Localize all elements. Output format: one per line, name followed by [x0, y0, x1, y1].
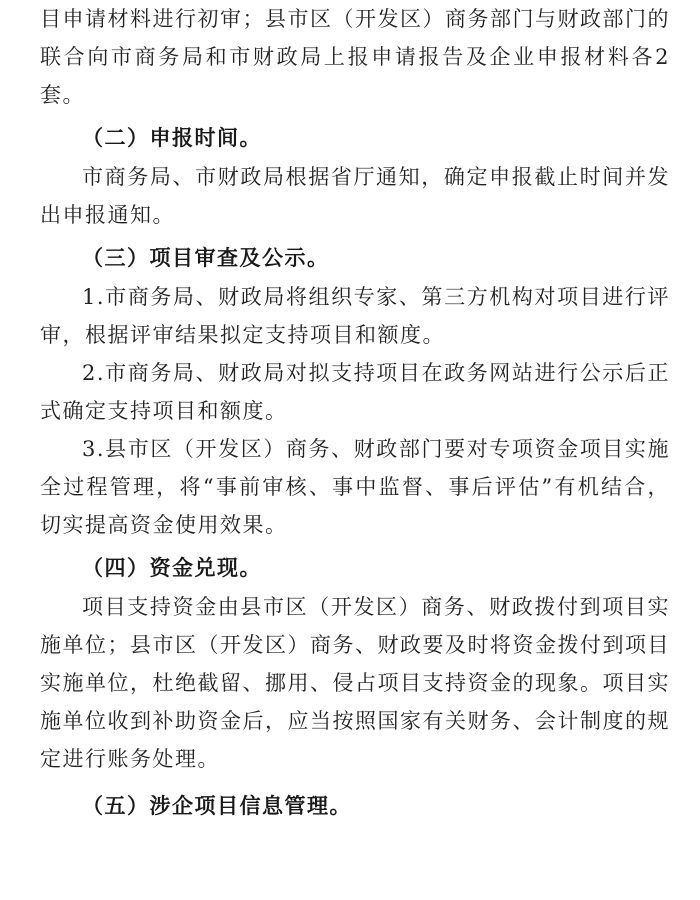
paragraph-review-item-2: 2.市商务局、财政局对拟支持项目在政务网站进行公示后正式确定支持项目和额度。 — [40, 361, 670, 423]
paragraph-review-item-3: 3.县市区（开发区）商务、财政部门要对专项资金项目实施全过程管理，将“事前审核、事中监督、事后评估”有机结合，切实提高资金使用效果。 — [40, 437, 670, 537]
paragraph-review-item-1: 1.市商务局、财政局将组织专家、第三方机构对项目进行评审，根据评审结果拟定支持项目和额度。 — [40, 285, 670, 347]
heading-fund-disbursement: （四）资金兑现。 — [82, 556, 262, 580]
paragraph-application-intro: 目申请材料进行初审；县市区（开发区）商务部门与财政部门的联合向市商务局和市财政局上报申请报告及企业申报材料各2套。 — [40, 7, 670, 107]
heading-project-info-management: （五）涉企项目信息管理。 — [82, 794, 352, 818]
paragraph-application-time: 市商务局、市财政局根据省厅通知，确定申报截止时间并发出申报通知。 — [40, 165, 670, 227]
heading-project-review: （三）项目审查及公示。 — [82, 246, 330, 270]
paragraph-fund-disbursement: 项目支持资金由县市区（开发区）商务、财政拨付到项目实施单位；县市区（开发区）商务、财政要及时将资金拨付到项目实施单位，杜绝截留、挪用、侵占项目支持资金的现象。项目实施单位收到补助资金后，应当按照国家有关财务、会计制度的规定进行账务处理。 — [40, 595, 670, 771]
heading-application-time: （二）申报时间。 — [82, 126, 262, 150]
